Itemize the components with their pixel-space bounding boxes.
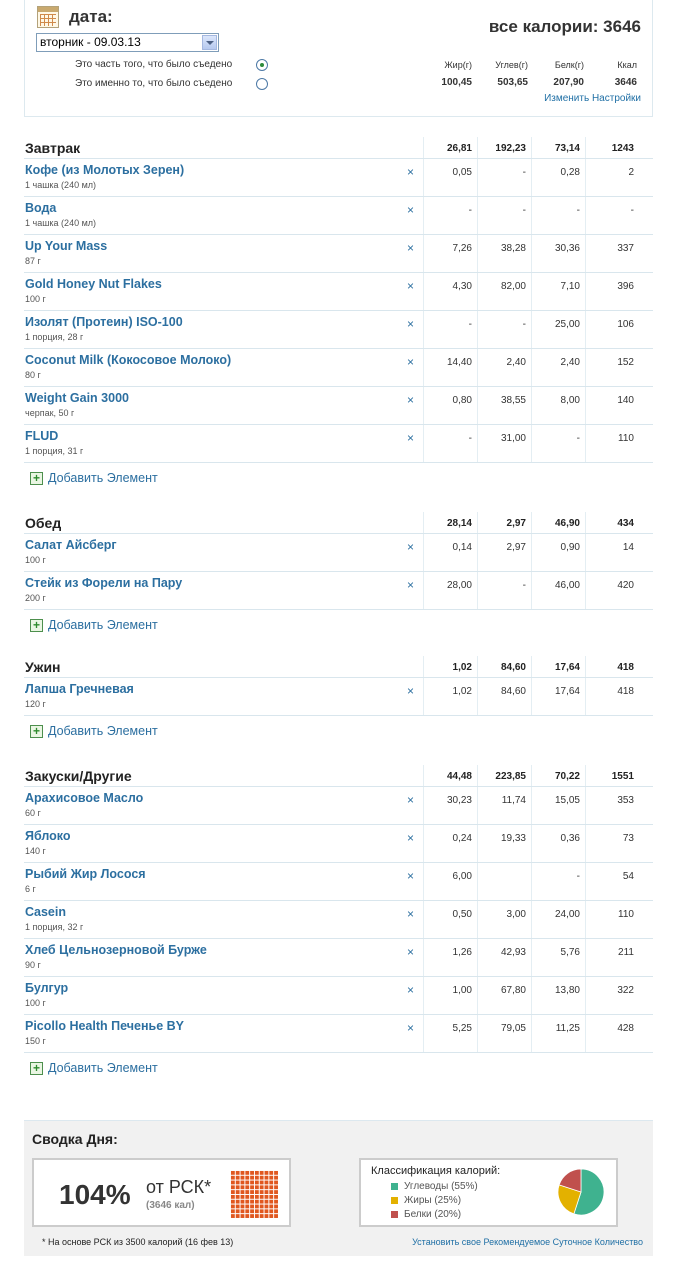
meal-total-carbs: 84,60 bbox=[477, 656, 531, 677]
meal-title: Обед bbox=[25, 515, 62, 531]
add-item-row bbox=[24, 610, 653, 640]
radio-exact-row[interactable] bbox=[75, 78, 232, 89]
food-carbs-value: 84,60 bbox=[477, 678, 531, 715]
food-portion: 1 порция, 31 г bbox=[25, 446, 84, 456]
meal-total-fat: 44,48 bbox=[423, 765, 477, 786]
food-name-link[interactable]: Up Your Mass bbox=[25, 239, 108, 253]
food-protein-value: - bbox=[531, 863, 585, 900]
date-select-value: вторник - 09.03.13 bbox=[40, 35, 141, 49]
delete-icon[interactable]: × bbox=[407, 317, 415, 331]
meal-total-fat: 26,81 bbox=[423, 137, 477, 158]
meal-header bbox=[24, 656, 653, 678]
legend-swatch-carbs bbox=[391, 1183, 398, 1190]
food-fat-value: 0,14 bbox=[423, 534, 477, 571]
food-protein-value: 11,25 bbox=[531, 1015, 585, 1052]
rda-box bbox=[32, 1158, 291, 1227]
food-kcal-value: 2 bbox=[585, 159, 639, 196]
macro-header-protein: Белк(г) bbox=[554, 60, 584, 70]
food-carbs-value: 2,40 bbox=[477, 349, 531, 386]
macro-header-fat: Жир(г) bbox=[444, 60, 472, 70]
food-row bbox=[24, 977, 653, 1015]
food-protein-value: 15,05 bbox=[531, 787, 585, 824]
legend-swatch-protein bbox=[391, 1211, 398, 1218]
delete-icon[interactable]: × bbox=[407, 793, 415, 807]
food-row bbox=[24, 572, 653, 610]
meal-total-carbs: 223,85 bbox=[477, 765, 531, 786]
food-protein-value: 13,80 bbox=[531, 977, 585, 1014]
radio-partial-row[interactable] bbox=[75, 59, 232, 70]
delete-icon[interactable]: × bbox=[407, 165, 415, 179]
food-portion: черпак, 50 г bbox=[25, 408, 75, 418]
food-fat-value: 0,80 bbox=[423, 387, 477, 424]
food-kcal-value: - bbox=[585, 197, 639, 234]
meal-title: Ужин bbox=[25, 659, 61, 675]
meal-total-protein: 17,64 bbox=[531, 656, 585, 677]
food-carbs-value: 11,74 bbox=[477, 787, 531, 824]
meal-title: Закуски/Другие bbox=[25, 768, 132, 784]
total-calories-value: 3646 bbox=[603, 17, 641, 36]
food-carbs-value: 38,28 bbox=[477, 235, 531, 272]
food-portion: 90 г bbox=[25, 960, 41, 970]
food-name-link[interactable]: Вода bbox=[25, 201, 57, 215]
food-kcal-value: 428 bbox=[585, 1015, 639, 1052]
delete-icon[interactable]: × bbox=[407, 945, 415, 959]
meal-total-carbs: 2,97 bbox=[477, 512, 531, 533]
delete-icon[interactable]: × bbox=[407, 279, 415, 293]
classification-title: Классификация калорий: bbox=[371, 1165, 501, 1177]
total-calories bbox=[489, 17, 641, 37]
food-portion: 100 г bbox=[25, 555, 46, 565]
food-protein-value: 8,00 bbox=[531, 387, 585, 424]
add-item-label: Добавить Элемент bbox=[48, 618, 158, 632]
food-fat-value: 30,23 bbox=[423, 787, 477, 824]
food-portion: 120 г bbox=[25, 699, 46, 709]
food-fat-value: - bbox=[423, 197, 477, 234]
plus-icon: + bbox=[30, 1062, 43, 1075]
plus-icon: + bbox=[30, 619, 43, 632]
food-row bbox=[24, 159, 653, 197]
food-protein-value: 0,36 bbox=[531, 825, 585, 862]
food-kcal-value: 73 bbox=[585, 825, 639, 862]
meal-header bbox=[24, 765, 653, 787]
food-portion: 60 г bbox=[25, 808, 41, 818]
food-portion: 200 г bbox=[25, 593, 46, 603]
add-item-button[interactable] bbox=[30, 618, 158, 632]
food-name-link[interactable]: Яблоко bbox=[25, 829, 71, 843]
add-item-label: Добавить Элемент bbox=[48, 471, 158, 485]
food-fat-value: 6,00 bbox=[423, 863, 477, 900]
food-carbs-value: - bbox=[477, 311, 531, 348]
plus-icon: + bbox=[30, 725, 43, 738]
add-item-label: Добавить Элемент bbox=[48, 1061, 158, 1075]
food-carbs-value bbox=[477, 863, 531, 900]
food-name-link[interactable]: Булгур bbox=[25, 981, 69, 995]
meal-total-fat: 1,02 bbox=[423, 656, 477, 677]
total-calories-label: все калории: bbox=[488, 17, 599, 36]
rda-of-label: от РСК* bbox=[146, 1177, 212, 1197]
calorie-pie-chart bbox=[557, 1168, 605, 1216]
food-name-link[interactable]: Лапша Гречневая bbox=[25, 682, 134, 696]
delete-icon[interactable]: × bbox=[407, 831, 415, 845]
food-carbs-value: 79,05 bbox=[477, 1015, 531, 1052]
food-fat-value: 1,00 bbox=[423, 977, 477, 1014]
rda-footnote: * На основе РСК из 3500 калорий (16 фев 13) bbox=[42, 1237, 234, 1247]
meal-total-protein: 46,90 bbox=[531, 512, 585, 533]
calorie-classification-box bbox=[359, 1158, 618, 1227]
rda-percent: 104% bbox=[59, 1179, 131, 1210]
food-portion: 1 чашка (240 мл) bbox=[25, 218, 97, 228]
add-item-label: Добавить Элемент bbox=[48, 724, 158, 738]
food-protein-value: 2,40 bbox=[531, 349, 585, 386]
date-label: дата: bbox=[69, 7, 113, 26]
food-row bbox=[24, 273, 653, 311]
delete-icon[interactable]: × bbox=[407, 983, 415, 997]
food-row bbox=[24, 939, 653, 977]
legend-item-carbs bbox=[391, 1181, 478, 1192]
food-name-link[interactable]: Weight Gain 3000 bbox=[25, 391, 129, 405]
macro-header-carbs: Углев(г) bbox=[495, 60, 528, 70]
macro-total-fat: 100,45 bbox=[441, 77, 472, 88]
radio-partial[interactable] bbox=[256, 59, 268, 71]
food-name-link[interactable]: Салат Айсберг bbox=[25, 538, 117, 552]
food-carbs-value: 42,93 bbox=[477, 939, 531, 976]
meal-total-kcal: 418 bbox=[585, 656, 639, 677]
meal-section-snacks bbox=[24, 765, 653, 1083]
meal-total-kcal: 1551 bbox=[585, 765, 639, 786]
food-kcal-value: 322 bbox=[585, 977, 639, 1014]
delete-icon[interactable]: × bbox=[407, 540, 415, 554]
food-kcal-value: 353 bbox=[585, 787, 639, 824]
meal-total-protein: 73,14 bbox=[531, 137, 585, 158]
food-carbs-value: 67,80 bbox=[477, 977, 531, 1014]
meal-total-protein: 70,22 bbox=[531, 765, 585, 786]
food-carbs-value: 82,00 bbox=[477, 273, 531, 310]
food-name-link[interactable]: Picollo Health Печенье BY bbox=[25, 1019, 184, 1033]
legend-label-fat: Жиры (25%) bbox=[404, 1195, 462, 1206]
food-portion: 140 г bbox=[25, 846, 46, 856]
food-protein-value: 0,28 bbox=[531, 159, 585, 196]
food-row bbox=[24, 235, 653, 273]
set-rda-link[interactable]: Установить свое Рекомендуемое Суточное Количество bbox=[412, 1237, 643, 1247]
radio-exact[interactable] bbox=[256, 78, 268, 90]
food-name-link[interactable]: Хлеб Цельнозерновой Бурже bbox=[25, 943, 207, 957]
change-settings-link[interactable]: Изменить Настройки bbox=[544, 93, 641, 104]
delete-icon[interactable]: × bbox=[407, 241, 415, 255]
food-kcal-value: 14 bbox=[585, 534, 639, 571]
add-item-row bbox=[24, 1053, 653, 1083]
food-name-link[interactable]: Арахисовое Масло bbox=[25, 791, 144, 805]
food-carbs-value: 2,97 bbox=[477, 534, 531, 571]
food-portion: 6 г bbox=[25, 884, 36, 894]
food-kcal-value: 110 bbox=[585, 425, 639, 462]
food-kcal-value: 110 bbox=[585, 901, 639, 938]
food-protein-value: 30,36 bbox=[531, 235, 585, 272]
date-header-panel bbox=[24, 0, 653, 117]
food-portion: 80 г bbox=[25, 370, 41, 380]
macro-header-kcal: Ккал bbox=[617, 60, 637, 70]
meal-title: Завтрак bbox=[25, 140, 81, 156]
delete-icon[interactable]: × bbox=[407, 431, 415, 445]
food-portion: 150 г bbox=[25, 1036, 46, 1046]
food-fat-value: 5,25 bbox=[423, 1015, 477, 1052]
food-name-link[interactable]: FLUD bbox=[25, 429, 59, 443]
food-protein-value: 7,10 bbox=[531, 273, 585, 310]
food-fat-value: 4,30 bbox=[423, 273, 477, 310]
delete-icon[interactable]: × bbox=[407, 203, 415, 217]
food-name-link[interactable]: Изолят (Протеин) ISO-100 bbox=[25, 315, 183, 329]
food-row bbox=[24, 678, 653, 716]
add-item-row bbox=[24, 716, 653, 746]
food-row bbox=[24, 349, 653, 387]
food-fat-value: 1,26 bbox=[423, 939, 477, 976]
food-kcal-value: 418 bbox=[585, 678, 639, 715]
day-summary bbox=[24, 1120, 653, 1256]
food-protein-value: 46,00 bbox=[531, 572, 585, 609]
food-row bbox=[24, 825, 653, 863]
food-carbs-value: - bbox=[477, 197, 531, 234]
plus-icon: + bbox=[30, 472, 43, 485]
food-kcal-value: 396 bbox=[585, 273, 639, 310]
delete-icon[interactable]: × bbox=[407, 869, 415, 883]
date-select[interactable] bbox=[36, 33, 219, 52]
food-row bbox=[24, 863, 653, 901]
food-fat-value: 0,05 bbox=[423, 159, 477, 196]
food-protein-value: 5,76 bbox=[531, 939, 585, 976]
food-portion: 1 порция, 28 г bbox=[25, 332, 84, 342]
meal-total-kcal: 1243 bbox=[585, 137, 639, 158]
summary-title: Сводка Дня: bbox=[32, 1131, 118, 1147]
food-fat-value: 0,50 bbox=[423, 901, 477, 938]
food-portion: 100 г bbox=[25, 998, 46, 1008]
food-name-link[interactable]: Кофе (из Молотых Зерен) bbox=[25, 163, 185, 177]
delete-icon[interactable]: × bbox=[407, 1021, 415, 1035]
macro-total-protein: 207,90 bbox=[553, 77, 584, 88]
add-item-button[interactable] bbox=[30, 1061, 158, 1075]
legend-item-protein bbox=[391, 1209, 461, 1220]
food-portion: 1 чашка (240 мл) bbox=[25, 180, 97, 190]
food-fat-value: 7,26 bbox=[423, 235, 477, 272]
food-kcal-value: 106 bbox=[585, 311, 639, 348]
radio-exact-label: Это именно то, что было съедено bbox=[75, 78, 233, 89]
food-name-link[interactable]: Coconut Milk (Кокосовое Молоко) bbox=[25, 353, 232, 367]
legend-label-protein: Белки (20%) bbox=[404, 1209, 462, 1220]
food-protein-value: 24,00 bbox=[531, 901, 585, 938]
food-carbs-value: - bbox=[477, 572, 531, 609]
legend-item-fat bbox=[391, 1195, 461, 1206]
food-name-link[interactable]: Gold Honey Nut Flakes bbox=[25, 277, 162, 291]
meal-section-dinner bbox=[24, 656, 653, 746]
food-row bbox=[24, 534, 653, 572]
macro-total-carbs: 503,65 bbox=[497, 77, 528, 88]
delete-icon[interactable]: × bbox=[407, 684, 415, 698]
meal-section-breakfast bbox=[24, 137, 653, 493]
chevron-down-icon[interactable] bbox=[202, 35, 217, 50]
macro-total-kcal: 3646 bbox=[614, 77, 637, 88]
food-name-link[interactable]: Рыбий Жир Лосося bbox=[25, 867, 146, 881]
meal-header bbox=[24, 512, 653, 534]
food-kcal-value: 140 bbox=[585, 387, 639, 424]
food-carbs-value: 19,33 bbox=[477, 825, 531, 862]
food-carbs-value: 3,00 bbox=[477, 901, 531, 938]
food-kcal-value: 211 bbox=[585, 939, 639, 976]
food-fat-value: 1,02 bbox=[423, 678, 477, 715]
meal-total-kcal: 434 bbox=[585, 512, 639, 533]
food-row bbox=[24, 1015, 653, 1053]
food-protein-value: - bbox=[531, 197, 585, 234]
food-row bbox=[24, 901, 653, 939]
food-protein-value: 25,00 bbox=[531, 311, 585, 348]
food-row bbox=[24, 787, 653, 825]
food-protein-value: 0,90 bbox=[531, 534, 585, 571]
calendar-icon[interactable] bbox=[37, 6, 59, 28]
food-fat-value: - bbox=[423, 311, 477, 348]
meal-header bbox=[24, 137, 653, 159]
food-fat-value: - bbox=[423, 425, 477, 462]
meal-total-carbs: 192,23 bbox=[477, 137, 531, 158]
food-name-link[interactable]: Casein bbox=[25, 905, 66, 919]
rda-grid-fill bbox=[230, 1170, 278, 1218]
rda-kcal: (3646 кал) bbox=[146, 1200, 195, 1211]
legend-label-carbs: Углеводы (55%) bbox=[404, 1181, 478, 1192]
add-item-row bbox=[24, 463, 653, 493]
food-kcal-value: 152 bbox=[585, 349, 639, 386]
food-kcal-value: 54 bbox=[585, 863, 639, 900]
food-fat-value: 28,00 bbox=[423, 572, 477, 609]
food-protein-value: 17,64 bbox=[531, 678, 585, 715]
food-row bbox=[24, 197, 653, 235]
food-row bbox=[24, 425, 653, 463]
food-carbs-value: 38,55 bbox=[477, 387, 531, 424]
food-name-link[interactable]: Стейк из Форели на Пару bbox=[25, 576, 183, 590]
delete-icon[interactable]: × bbox=[407, 578, 415, 592]
food-kcal-value: 420 bbox=[585, 572, 639, 609]
food-fat-value: 14,40 bbox=[423, 349, 477, 386]
delete-icon[interactable]: × bbox=[407, 907, 415, 921]
legend-swatch-fat bbox=[391, 1197, 398, 1204]
food-carbs-value: - bbox=[477, 159, 531, 196]
food-portion: 87 г bbox=[25, 256, 41, 266]
food-fat-value: 0,24 bbox=[423, 825, 477, 862]
food-carbs-value: 31,00 bbox=[477, 425, 531, 462]
add-item-button[interactable] bbox=[30, 471, 158, 485]
meal-section-lunch bbox=[24, 512, 653, 640]
add-item-button[interactable] bbox=[30, 724, 158, 738]
food-protein-value: - bbox=[531, 425, 585, 462]
food-row bbox=[24, 387, 653, 425]
food-kcal-value: 337 bbox=[585, 235, 639, 272]
meal-total-fat: 28,14 bbox=[423, 512, 477, 533]
delete-icon[interactable]: × bbox=[407, 393, 415, 407]
radio-partial-label: Это часть того, что было съедено bbox=[75, 59, 233, 70]
food-portion: 100 г bbox=[25, 294, 46, 304]
delete-icon[interactable]: × bbox=[407, 355, 415, 369]
food-portion: 1 порция, 32 г bbox=[25, 922, 84, 932]
food-row bbox=[24, 311, 653, 349]
